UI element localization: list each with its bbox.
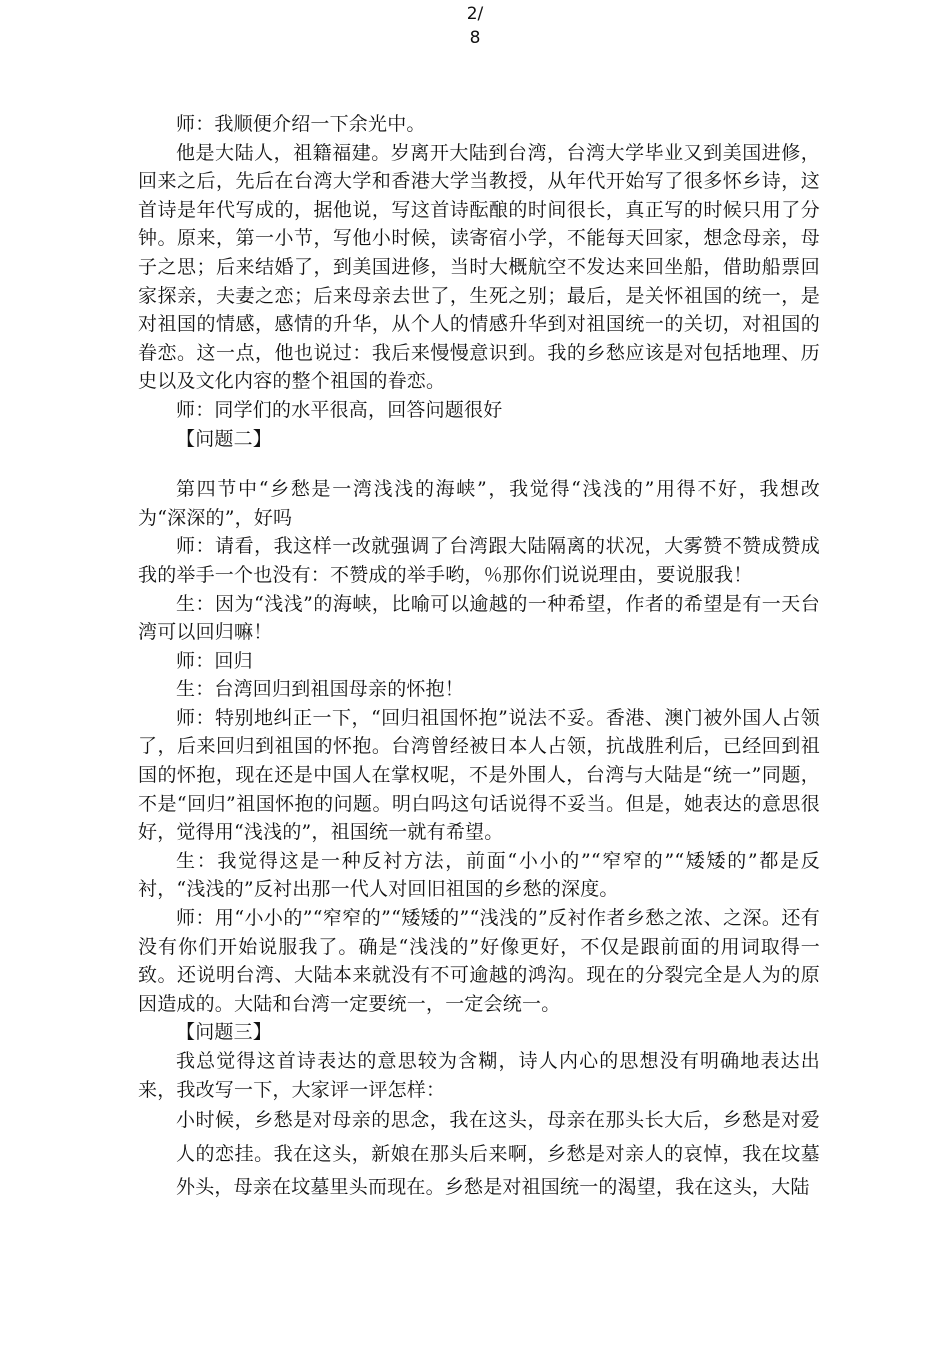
paragraph-student-answer-2: 生：台湾回归到祖国母亲的怀抱！ [176,678,465,701]
paragraph-student-answer-3: 生：我觉得这是一种反衬方法，前面“小小的”“窄窄的”“矮矮的”都是反衬，“浅浅的”反衬出那一代人对回旧祖国的乡愁的深度。 [138,849,820,901]
paragraph-teacher-intro: 师：我顺便介绍一下余光中。 [176,113,426,135]
page-number-current: 2/ [466,4,484,24]
paragraph-author-bio: 他是大陆人，祖籍福建。岁离开大陆到台湾，台湾大学毕业又到美国进修，回来之后，先后在台湾大学和香港大学当教授，从年代开始写了很多怀乡诗，这首诗是年代写成的，据他说，写这首诗酝酿的时间很长，真正写的时候只用了分钟。原来，第一小节，写他小时候，读寄宿小学，不能每天回家，想念母亲，母子之思；后来结婚了，到美国进修，当时大概航空不发达来回坐船，借助船票回家探亲，夫妻之恋；后来母亲去世了，生死之别；最后，是关怀祖国的统一，是对祖国的情感，感情的升华，从个人的情感升华到对祖国统一的关切，对祖国的眷恋。这一点，他也说过：我后来慢慢意识到。我的乡愁应该是对包括地理、历史以及文化内容的整个祖国的眷恋。 [138,141,820,393]
paragraph-teacher-summary: 师：用“小小的”“窄窄的”“矮矮的”“浅浅的”反衬作者乡愁之浓、之深。还有没有你们开始说服我了。确是“浅浅的”好像更好，不仅是跟前面的用词取得一致。还说明台湾、大陆本来就没有不可逾越的鸿沟。现在的分裂完全是人为的原因造成的。大陆和台湾一定要统一，一定会统一。 [138,907,820,1015]
paragraph-question-3: 我总觉得这首诗表达的意思较为含糊，诗人内心的思想没有明确地表达出来，我改写一下，大家评一评怎样： [138,1050,820,1101]
document-body [138,110,820,1205]
paragraph-rewritten-poem: 小时候，乡愁是对母亲的思念，我在这头，母亲在那头长大后，乡愁是对爱人的恋挂。我在这头，新娘在那头后来啊，乡愁是对亲人的哀悼，我在坟墓外头，母亲在坟墓里头而现在。乡愁是对祖国统一的渴望，我在这头，大陆 [176,1109,820,1199]
paragraph-question-2: 第四节中“乡愁是一湾浅浅的海峡”，我觉得“浅浅的”用得不好，我想改为“深深的”，好吗 [138,478,820,529]
page-number [0,2,950,50]
paragraph-teacher-challenge: 师：请看，我这样一改就强调了台湾跟大陆隔离的状况，大雾赞不赞成赞成我的举手一个也没有：不赞成的举手哟，％那你们说说理由，要说服我！ [138,535,820,586]
paragraph-teacher-praise: 师：同学们的水平很高，回答问题很好 [176,398,503,421]
paragraph-teacher-correction: 师：特别地纠正一下，“回归祖国怀抱”说法不妥。香港、澳门被外国人占领了，后来回归到祖国的怀抱。台湾曾经被日本人占领，抗战胜利后，已经回到祖国的怀抱，现在还是中国人在掌权呢，不是外围人，台湾与大陆是“统一”同题，不是“回归”祖国怀抱的问题。明白吗这句话说得不妥当。但是，她表达的意思很好，觉得用“浅浅的”，祖国统一就有希望。 [138,706,820,844]
paragraph-teacher-return: 师：回归 [176,649,253,672]
paragraph-student-answer-1: 生：因为“浅浅”的海峡，比喻可以逾越的一种希望，作者的希望是有一天台湾可以回归嘛！ [138,592,820,644]
section-heading-question-2: 【问题二】 [176,427,273,450]
section-heading-question-3: 【问题三】 [176,1021,273,1044]
page-number-total: 8 [469,28,481,48]
